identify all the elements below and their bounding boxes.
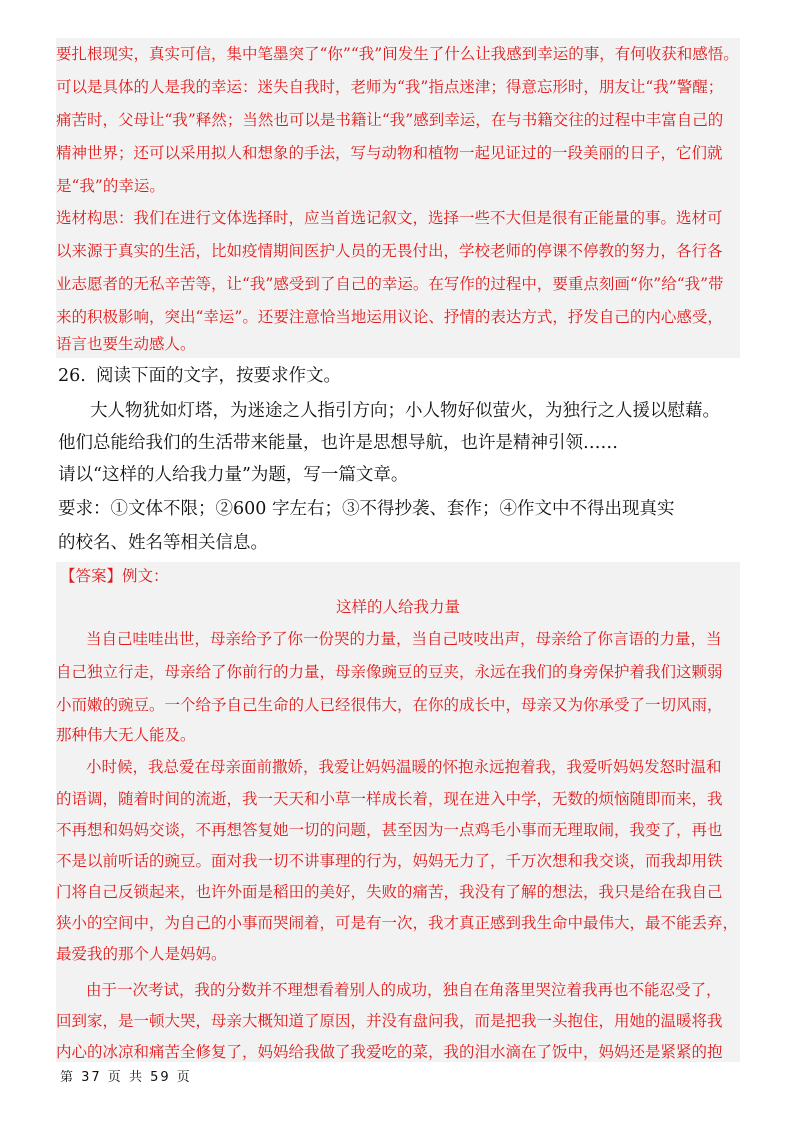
question-requirements-line: 要求：①文体不限；②600 字左右；③不得抄袭、套作；④作文中不得出现真实 xyxy=(58,499,675,519)
question-passage-line: 大人物犹如灯塔，为迷途之人指引方向；小人物好似萤火，为独行之人援以慰藉。 xyxy=(90,401,720,421)
essay-line: 自己独立行走，母亲给了你前行的力量，母亲像豌豆的豆夹，永远在我们的身旁保护着我们这颗弱 xyxy=(56,663,723,681)
essay-line: 当自己哇哇出世，母亲给予了你一份哭的力量，当自己吱吱出声，母亲给了你言语的力量，当 xyxy=(86,630,722,648)
essay-line: 由于一次考试，我的分数并不理想看着别人的成功，独自在角落里哭泣着我再也不能忍受了， xyxy=(86,981,722,999)
answer-block xyxy=(56,562,740,1062)
question-requirements-line: 的校名、姓名等相关信息。 xyxy=(58,533,268,553)
essay-title: 这样的人给我力量 xyxy=(335,598,460,616)
prev-answer-line: 精神世界；还可以采用拟人和想象的手法，写与动物和植物一起见证过的一段美丽的日子，它们就 xyxy=(56,144,723,162)
essay-line: 回到家，是一顿大哭，母亲大概知道了原因，并没有盘问我，而是把我一头抱住，用她的温暖将我 xyxy=(56,1012,723,1030)
essay-line: 门将自己反锁起来，也许外面是稻田的美好，失败的痛苦，我没有了解的想法，我只是给在我自己 xyxy=(56,883,723,901)
essay-line: 狭小的空间中，为自己的小事而哭闹着，可是有一次，我才真正感到我生命中最伟大，最不能丢弃， xyxy=(56,914,739,932)
question-passage-line: 他们总能给我们的生活带来能量，也许是思想导航，也许是精神引领…… xyxy=(58,433,618,453)
prev-answer-line: 选材构思：我们在进行文体选择时，应当首选记叙文，选择一些不大但是很有正能量的事。选材可 xyxy=(56,209,723,227)
prev-answer-line: 可以是具体的人是我的幸运：迷失自我时，老师为“我”指点迷津；得意忘形时，朋友让“我”警醒； xyxy=(56,78,724,96)
prev-answer-line: 是“我”的幸运。 xyxy=(56,177,165,195)
essay-line: 不是以前听话的豌豆。面对我一切不讲事理的行为，妈妈无力了，千万次想和我交谈，而我却用铁 xyxy=(56,852,723,870)
question-number: 26. xyxy=(58,366,86,386)
prev-answer-line: 痛苦时，父母让“我”释然；当然也可以是书籍让“我”感到幸运，在与书籍交往的过程中丰富自己的 xyxy=(56,111,724,129)
prev-answer-line: 语言也要生动感人。 xyxy=(56,335,196,353)
question-prompt: 请以“这样的人给我力量”为题，写一篇文章。 xyxy=(58,465,409,485)
essay-line: 那种伟大无人能及。 xyxy=(56,726,196,744)
essay-line: 不再想和妈妈交谈，不再想答复她一切的问题，甚至因为一点鸡毛小事而无理取闹，我变了，再也 xyxy=(56,821,723,839)
prev-answer-line: 来的积极影响，突出“幸运”。还要注意恰当地运用议论、抒情的表达方式，抒发自己的内心感受， xyxy=(56,308,723,326)
essay-line: 内心的冰凉和痛苦全修复了，妈妈给我做了我爱吃的菜，我的泪水滴在了饭中，妈妈还是紧紧的抱 xyxy=(56,1043,723,1061)
essay-line: 最爱我的那个人是妈妈。 xyxy=(56,945,227,963)
essay-line: 小而嫩的豌豆。一个给予自己生命的人已经很伟大，在你的成长中，母亲又为你承受了一切风雨， xyxy=(56,696,723,714)
prev-answer-line: 以来源于真实的生活，比如疫情期间医护人员的无畏付出，学校老师的停课不停教的努力，各行各 xyxy=(56,242,723,260)
prev-answer-line: 业志愿者的无私辛苦等，让“我”感受到了自己的幸运。在写作的过程中，要重点刻画“你”给“我”带 xyxy=(56,275,724,293)
prev-answer-block xyxy=(56,38,740,358)
prev-answer-line: 要扎根现实，真实可信，集中笔墨突了“你”“我”间发生了什么让我感到幸运的事，有何收获和感悟。 xyxy=(56,45,739,63)
essay-line: 的语调，随着时间的流逝，我一天天和小草一样成长着，现在进入中学，无数的烦恼随即而来，我 xyxy=(56,790,723,808)
question-instruction: 阅读下面的文字，按要求作文。 xyxy=(96,366,341,386)
essay-line: 小时候，我总爱在母亲面前撒娇，我爱让妈妈温暖的怀抱永远抱着我，我爱听妈妈发怒时温和 xyxy=(86,758,722,776)
page-footer: 第 37 页 共 59 页 xyxy=(60,1070,192,1085)
answer-tag: 【答案】例文： xyxy=(60,567,169,585)
